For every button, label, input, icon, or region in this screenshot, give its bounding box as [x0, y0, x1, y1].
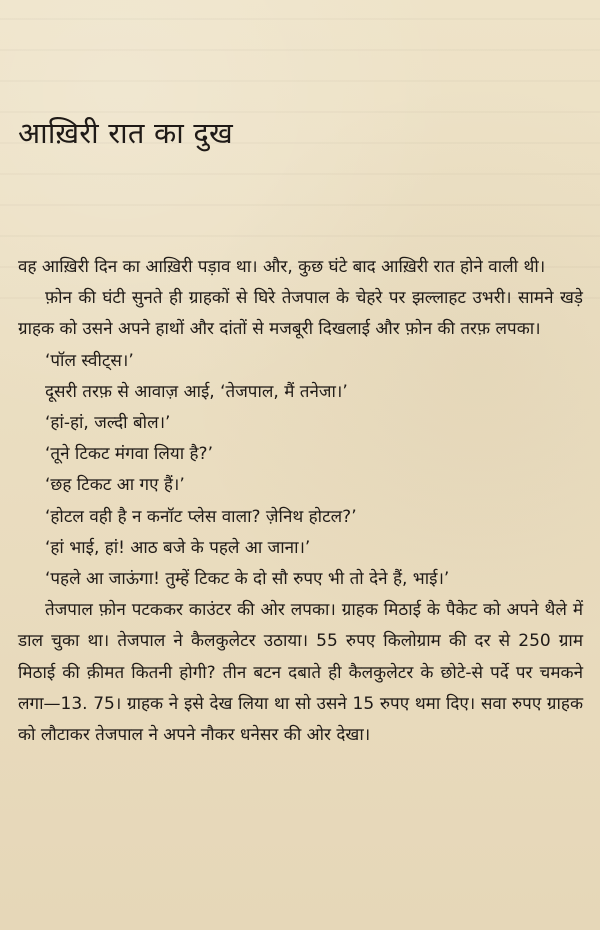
paragraph-1: वह आख़िरी दिन का आख़िरी पड़ाव था। और, कुछ घंटे बाद आख़िरी रात होने वाली थी। — [18, 257, 546, 277]
paragraph-2: फ़ोन की घंटी सुनते ही ग्राहकों से घिरे तेजपाल के चेहरे पर झल्लाहट उभरी। सामने खड़े ग्राहक को उसने अपने हाथों और दांतों से मजबूरी दिखलाई और फ़ोन की तरफ़ लपका। — [18, 288, 583, 340]
dialogue-3: ‘हां-हां, जल्दी बोल।’ — [45, 413, 171, 434]
dialogue-8: ‘पहले आ जाऊंगा! तुम्हें टिकट के दो सौ रुपए भी तो देने हैं, भाई।’ — [45, 569, 450, 590]
paragraph-final: तेजपाल फ़ोन पटककर काउंटर की ओर लपका। ग्राहक मिठाई के पैकेट को अपने थैले में डाल चुका था। तेजपाल ने कैलकुलेटर उठाया। 55 रुपए किलोग्राम की दर से 250 ग्राम मिठाई की क़ीमत कितनी होगी? तीन बटन दबाते ही कैलकुलेटर के छोटे-से पर्दे पर चमकने लगा—13. 75। ग्राहक ने इसे देख लिया था सो उसने 15 रुपए थमा दिए। सवा रुपए ग्राहक को लौटाकर तेजपाल ने अपने नौकर धनेसर की ओर देखा। — [18, 600, 583, 746]
story-text — [18, 252, 583, 751]
chapter-title: आख़िरी रात का दुख — [18, 116, 233, 150]
dialogue-7: ‘हां भाई, हां! आठ बजे के पहले आ जाना।’ — [45, 537, 311, 558]
dialogue-6: ‘होटल वही है न कनॉट प्लेस वाला? ज़ेनिथ होटल?’ — [45, 506, 357, 527]
dialogue-4: ‘तूने टिकट मंगवा लिया है?’ — [45, 444, 213, 465]
dialogue-1: ‘पॉल स्वीट्स।’ — [45, 350, 134, 371]
dialogue-5: ‘छह टिकट आ गए हैं।’ — [45, 475, 185, 496]
dialogue-2: दूसरी तरफ़ से आवाज़ आई, ‘तेजपाल, मैं तनेजा।’ — [45, 381, 348, 402]
